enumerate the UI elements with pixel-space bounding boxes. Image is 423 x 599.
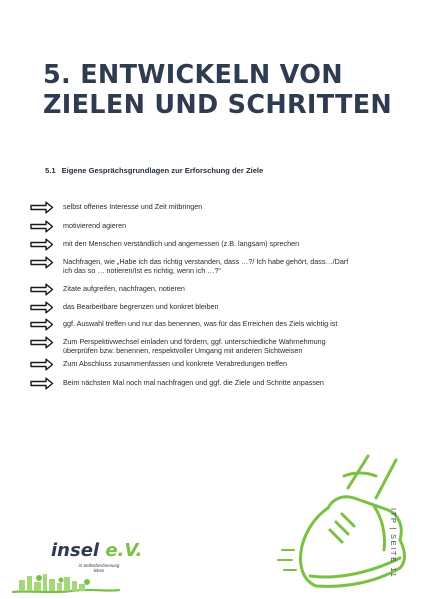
- logo-tagline-line: in Selbstbestimmung: [78, 563, 120, 568]
- separator: |: [389, 527, 398, 532]
- page-title-line-2: ZIELEN UND SCHRITTEN: [43, 90, 393, 120]
- list-item-text: [63, 319, 390, 328]
- section-heading-text: Eigene Gesprächsgrundlagen zur Erforschung der Ziele: [61, 166, 264, 175]
- list-item-line: motivierend agieren: [63, 221, 127, 230]
- arrow-right-icon: [30, 238, 54, 251]
- page-title-line-1: 5. ENTWICKELN VON: [43, 60, 343, 90]
- section-heading: [45, 166, 263, 175]
- arrow-right-icon: [30, 377, 54, 390]
- logo-name: [51, 540, 142, 561]
- list-item-text: [63, 337, 390, 356]
- page-number: SEITE 11: [389, 534, 398, 579]
- list-item-text: [63, 239, 390, 248]
- list-item-text: [63, 378, 390, 387]
- arrow-right-icon: [30, 283, 54, 296]
- arrow-right-icon: [30, 358, 54, 371]
- list-item-text: [63, 221, 390, 230]
- page-footer-vertical: [389, 508, 398, 578]
- list-item-line: Zitate aufgreifen, nachfragen, notieren: [63, 284, 185, 293]
- list-item-line: überprüfen bzw. benennen, respektvoller Umgang mit anderen Sichtweisen: [63, 346, 303, 356]
- section-number: 5.1: [45, 166, 56, 175]
- logo-suffix: e.V.: [99, 540, 143, 561]
- insel-logo: [11, 540, 143, 597]
- arrow-right-icon: [30, 318, 54, 331]
- list-item-line: das Bearbeitbare begrenzen und konkret bleiben: [63, 302, 219, 311]
- list-item-line: ggf. Auswahl treffen und nur das benennen, was für das Erreichen des Ziels wichtig ist: [63, 319, 338, 328]
- shoe-step-icon: [276, 454, 423, 599]
- arrow-right-icon: [30, 336, 54, 349]
- list-item-line: Beim nächsten Mal noch mal nachfragen und ggf. die Ziele und Schritte anpassen: [63, 378, 324, 387]
- list-item-line: mit den Menschen verständlich und angemessen (z.B. langsam) sprechen: [63, 239, 300, 248]
- arrow-right-icon: [30, 201, 54, 214]
- list-item-line: Nachfragen, wie „Habe ich das richtig verstanden, dass …?/ Ich habe gehört, dass…/Darf: [63, 257, 349, 266]
- list-item-text: [63, 302, 390, 311]
- list-item-text: [63, 284, 390, 293]
- city-skyline-icon: [11, 568, 121, 596]
- list-item-text: [63, 202, 390, 211]
- org-label: ITP: [389, 508, 398, 525]
- list-item-line: ich das so … notieren/Ist es richtig, wenn ich …?“: [63, 266, 221, 276]
- list-item-text: [63, 359, 390, 368]
- list-item-line: Zum Perspektivwechsel einladen und fördern, ggf. unterschiedliche Wahrnehmung: [63, 337, 326, 346]
- list-item-line: Zum Abschluss zusammenfassen und konkrete Verabredungen treffen: [63, 359, 288, 368]
- list-item-line: selbst offenes Interesse und Zeit mitbringen: [63, 202, 203, 211]
- list-item-text: [63, 257, 390, 276]
- page-title: [43, 60, 403, 120]
- logo-name-text: insel: [51, 540, 100, 561]
- logo-tagline-line: leben: [93, 568, 105, 573]
- arrow-right-icon: [30, 301, 54, 314]
- arrow-right-icon: [30, 256, 54, 269]
- arrow-right-icon: [30, 220, 54, 233]
